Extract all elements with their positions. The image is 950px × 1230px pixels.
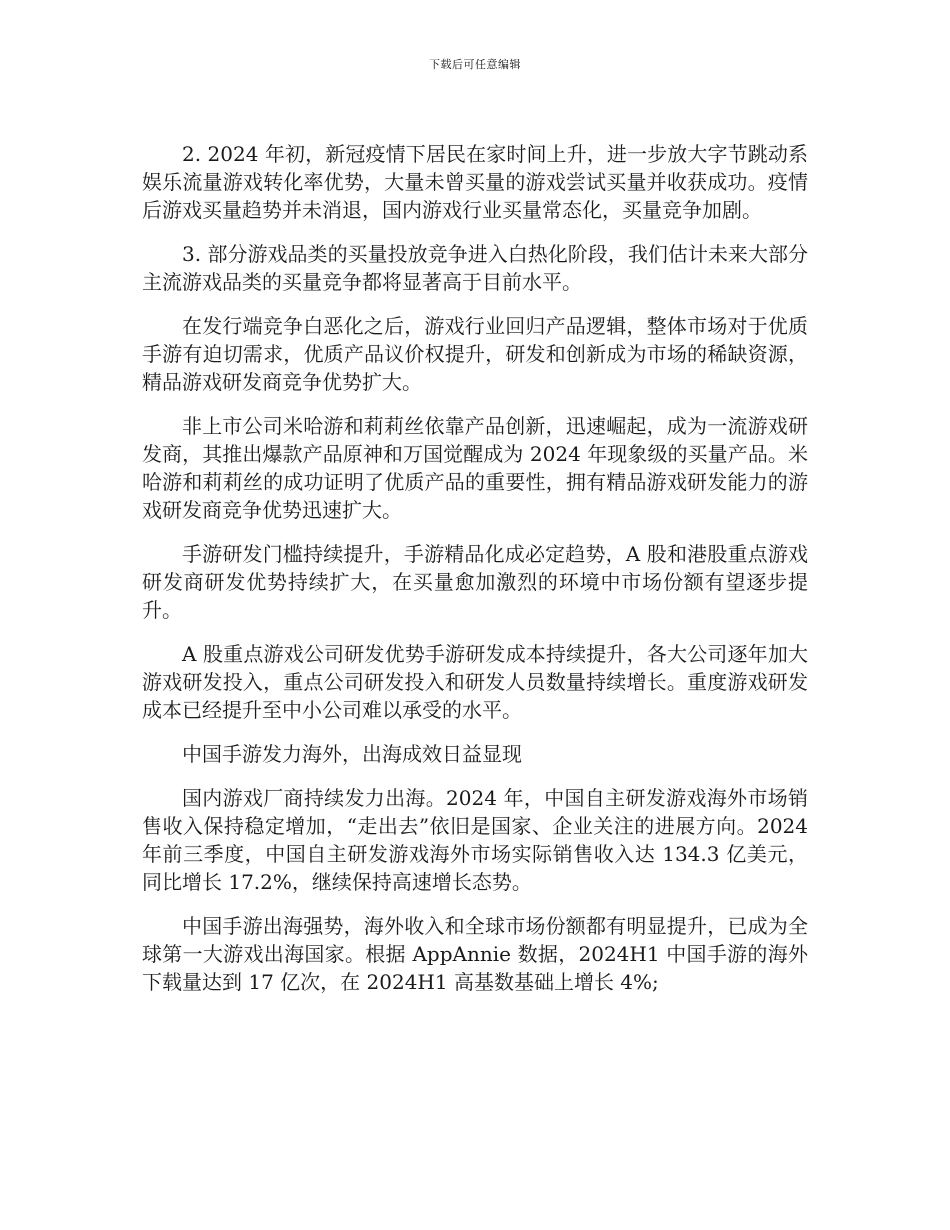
paragraph-2: 3. 部分游戏品类的买量投放竞争进入白热化阶段，我们估计未来大部分主流游戏品类的买量竞争都将显著高于目前水平。 xyxy=(142,242,808,294)
paragraph-6: A 股重点游戏公司研发优势手游研发成本持续提升，各大公司逐年加大游戏研发投入，重点公司研发投入和研发人员数量持续增长。重度游戏研发成本已经提升至中小公司难以承受的水平。 xyxy=(142,642,808,722)
paragraph-8: 中国手游出海强势，海外收入和全球市场份额都有明显提升，已成为全球第一大游戏出海国家。根据 AppAnnie 数据，2024H1 中国手游的海外下载量达到 17 亿次，在 2024H1 高基数基础上增长 4%; xyxy=(142,914,808,994)
document-body xyxy=(142,140,808,1012)
section-heading: 中国手游发力海外，出海成效日益显现 xyxy=(182,742,522,766)
page-header: 下载后可任意编辑 xyxy=(429,58,521,71)
paragraph-5: 手游研发门槛持续提升，手游精品化成必定趋势，A 股和港股重点游戏研发商研发优势持续扩大，在买量愈加激烈的环境中市场份额有望逐步提升。 xyxy=(142,542,808,622)
paragraph-1: 2. 2024 年初，新冠疫情下居民在家时间上升，进一步放大字节跳动系娱乐流量游戏转化率优势，大量未曾买量的游戏尝试买量并收获成功。疫情后游戏买量趋势并未消退，国内游戏行业买量常态化，买量竞争加剧。 xyxy=(142,142,808,222)
paragraph-3: 在发行端竞争白恶化之后，游戏行业回归产品逻辑，整体市场对于优质手游有迫切需求，优质产品议价权提升，研发和创新成为市场的稀缺资源，精品游戏研发商竞争优势扩大。 xyxy=(142,314,808,394)
paragraph-7: 国内游戏厂商持续发力出海。2024 年，中国自主研发游戏海外市场销售收入保持稳定增加，“走出去”依旧是国家、企业关注的进展方向。2024 年前三季度，中国自主研发游戏海外市场实际销售收入达 134.3 亿美元，同比增长 17.2%，继续保持高速增长态势。 xyxy=(142,786,808,894)
paragraph-4: 非上市公司米哈游和莉莉丝依靠产品创新，迅速崛起，成为一流游戏研发商，其推出爆款产品原神和万国觉醒成为 2024 年现象级的买量产品。米哈游和莉莉丝的成功证明了优质产品的重要性，拥有精品游戏研发能力的游戏研发商竞争优势迅速扩大。 xyxy=(142,414,808,522)
